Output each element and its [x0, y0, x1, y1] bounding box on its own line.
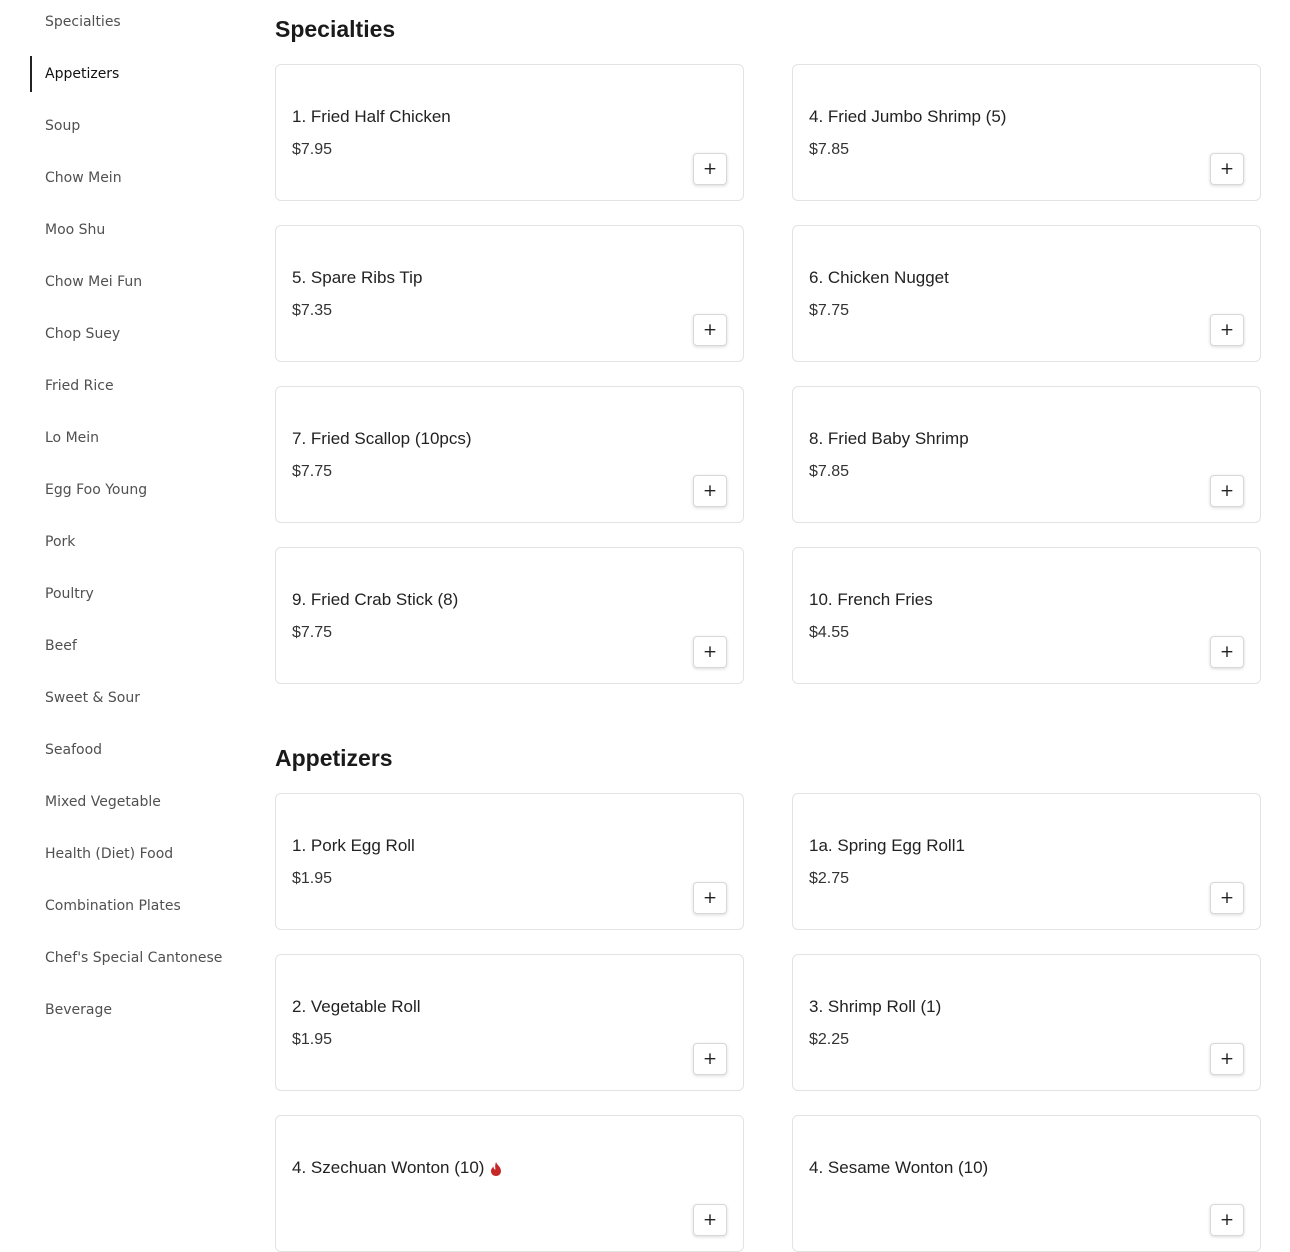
sidebar-item-label: Seafood — [45, 742, 103, 758]
menu-item-name-text: 7. Fried Scallop (10pcs) — [292, 429, 472, 448]
menu-item-price: $7.85 — [809, 463, 850, 480]
add-to-cart-button[interactable]: + — [693, 1204, 727, 1236]
menu-item-price: $2.25 — [809, 1031, 850, 1048]
menu-item-price: $7.75 — [809, 302, 850, 319]
menu-item-card[interactable] — [275, 64, 744, 201]
sidebar-item-label: Chop Suey — [45, 326, 121, 342]
add-to-cart-button[interactable]: + — [693, 153, 727, 185]
menu-item-card[interactable] — [792, 225, 1261, 362]
sidebar-item-chow-mein[interactable] — [30, 160, 240, 196]
sidebar-item-label: Moo Shu — [45, 222, 106, 238]
menu-item-price: $7.85 — [809, 141, 850, 158]
section-title: Appetizers — [275, 745, 393, 771]
sidebar-item-poultry[interactable] — [30, 576, 240, 612]
menu-item-card[interactable] — [792, 64, 1261, 201]
sidebar-item-sweet-sour[interactable] — [30, 680, 240, 716]
sidebar-item-label: Appetizers — [45, 66, 120, 82]
menu-item-name — [809, 429, 969, 449]
menu-item-card[interactable] — [792, 793, 1261, 930]
menu-item-name-text: 9. Fried Crab Stick (8) — [292, 590, 459, 609]
menu-item-name — [292, 107, 451, 127]
add-to-cart-button[interactable]: + — [1210, 882, 1244, 914]
add-to-cart-button[interactable]: + — [1210, 1043, 1244, 1075]
menu-item-price: $1.95 — [292, 1031, 333, 1048]
sidebar-item-label: Chow Mei Fun — [45, 274, 143, 290]
menu-item-card[interactable] — [792, 386, 1261, 523]
sidebar-item-label: Fried Rice — [45, 378, 114, 394]
add-to-cart-button[interactable]: + — [693, 314, 727, 346]
add-to-cart-button[interactable]: + — [1210, 153, 1244, 185]
sidebar-item-chop-suey[interactable] — [30, 316, 240, 352]
menu-item-card[interactable] — [275, 547, 744, 684]
sidebar-item-chef-s-special-cantonese[interactable] — [30, 940, 240, 976]
menu-item-name-text: 1a. Spring Egg Roll1 — [809, 836, 965, 855]
add-to-cart-button[interactable]: + — [693, 1043, 727, 1075]
menu-item-name — [292, 268, 422, 288]
menu-item-name — [292, 429, 472, 449]
menu-item-price: $7.75 — [292, 624, 333, 641]
menu-item-name-text: 10. French Fries — [809, 590, 933, 609]
add-to-cart-button[interactable]: + — [693, 882, 727, 914]
menu-item-name-text: 5. Spare Ribs Tip — [292, 268, 423, 287]
sidebar-item-chow-mei-fun[interactable] — [30, 264, 240, 300]
sidebar-item-label: Beverage — [45, 1002, 112, 1018]
sidebar-item-mixed-vegetable[interactable] — [30, 784, 240, 820]
menu-item-name — [809, 107, 1006, 127]
menu-item-card[interactable] — [275, 225, 744, 362]
sidebar-item-soup[interactable] — [30, 108, 240, 144]
menu-item-name — [809, 997, 941, 1017]
menu-item-price: $7.35 — [292, 302, 333, 319]
sidebar-item-label: Health (Diet) Food — [45, 846, 174, 862]
add-to-cart-button[interactable]: + — [1210, 314, 1244, 346]
sidebar-item-label: Sweet & Sour — [45, 690, 140, 706]
add-to-cart-button[interactable]: + — [1210, 475, 1244, 507]
sidebar-item-seafood[interactable] — [30, 732, 240, 768]
add-to-cart-button[interactable]: + — [1210, 636, 1244, 668]
menu-item-name — [809, 268, 949, 288]
spicy-flame-icon — [490, 1162, 502, 1176]
menu-item-name — [809, 836, 965, 856]
menu-item-name-text: 3. Shrimp Roll (1) — [809, 997, 942, 1016]
menu-item-price: $1.95 — [292, 870, 333, 887]
menu-item-name-text: 2. Vegetable Roll — [292, 997, 421, 1016]
menu-item-name-text: 4. Szechuan Wonton (10) — [292, 1158, 485, 1177]
sidebar-item-beef[interactable] — [30, 628, 240, 664]
menu-item-card[interactable] — [275, 954, 744, 1091]
sidebar-item-egg-foo-young[interactable] — [30, 472, 240, 508]
menu-item-name — [809, 590, 933, 610]
menu-item-name — [809, 1158, 988, 1178]
menu-item-name — [292, 836, 415, 856]
menu-item-name-text: 1. Pork Egg Roll — [292, 836, 415, 855]
menu-item-card[interactable] — [792, 547, 1261, 684]
sidebar-item-pork[interactable] — [30, 524, 240, 560]
sidebar-item-lo-mein[interactable] — [30, 420, 240, 456]
menu-item-card[interactable] — [275, 386, 744, 523]
menu-item-price: $7.75 — [292, 463, 333, 480]
sidebar-item-label: Specialties — [45, 14, 121, 30]
add-to-cart-button[interactable]: + — [693, 475, 727, 507]
section-title: Specialties — [275, 16, 396, 42]
menu-item-price: $7.95 — [292, 141, 333, 158]
add-to-cart-button[interactable]: + — [1210, 1204, 1244, 1236]
sidebar-item-label: Beef — [45, 638, 77, 654]
sidebar-item-health-diet-food[interactable] — [30, 836, 240, 872]
sidebar-item-label: Mixed Vegetable — [45, 794, 161, 810]
sidebar-item-combination-plates[interactable] — [30, 888, 240, 924]
add-to-cart-button[interactable]: + — [693, 636, 727, 668]
menu-item-card[interactable] — [792, 1115, 1261, 1252]
sidebar-item-label: Chef's Special Cantonese — [45, 950, 223, 966]
menu-item-name-text: 6. Chicken Nugget — [809, 268, 949, 287]
sidebar-item-label: Poultry — [45, 586, 94, 602]
sidebar-item-appetizers[interactable] — [30, 56, 240, 92]
menu-item-name-text: 4. Fried Jumbo Shrimp (5) — [809, 107, 1007, 126]
menu-item-card[interactable] — [792, 954, 1261, 1091]
sidebar-item-beverage[interactable] — [30, 992, 240, 1028]
menu-item-price: $4.55 — [809, 624, 850, 641]
sidebar-item-label: Pork — [45, 534, 76, 550]
menu-item-name — [292, 590, 458, 610]
sidebar-item-label: Combination Plates — [45, 898, 181, 914]
sidebar-item-label: Soup — [45, 118, 81, 134]
sidebar-item-label: Egg Foo Young — [45, 482, 148, 498]
menu-item-card[interactable] — [275, 793, 744, 930]
sidebar-item-moo-shu[interactable] — [30, 212, 240, 248]
menu-item-name — [292, 997, 421, 1017]
sidebar-item-specialties[interactable] — [30, 4, 240, 40]
sidebar-item-label: Lo Mein — [45, 430, 100, 446]
menu-item-price: $2.75 — [809, 870, 850, 887]
sidebar-item-fried-rice[interactable] — [30, 368, 240, 404]
menu-item-name-text: 1. Fried Half Chicken — [292, 107, 451, 126]
menu-item-name — [292, 1158, 502, 1178]
menu-item-name-text: 4. Sesame Wonton (10) — [809, 1158, 989, 1177]
menu-item-name-text: 8. Fried Baby Shrimp — [809, 429, 969, 448]
sidebar-item-label: Chow Mein — [45, 170, 122, 186]
menu-item-card[interactable] — [275, 1115, 744, 1252]
